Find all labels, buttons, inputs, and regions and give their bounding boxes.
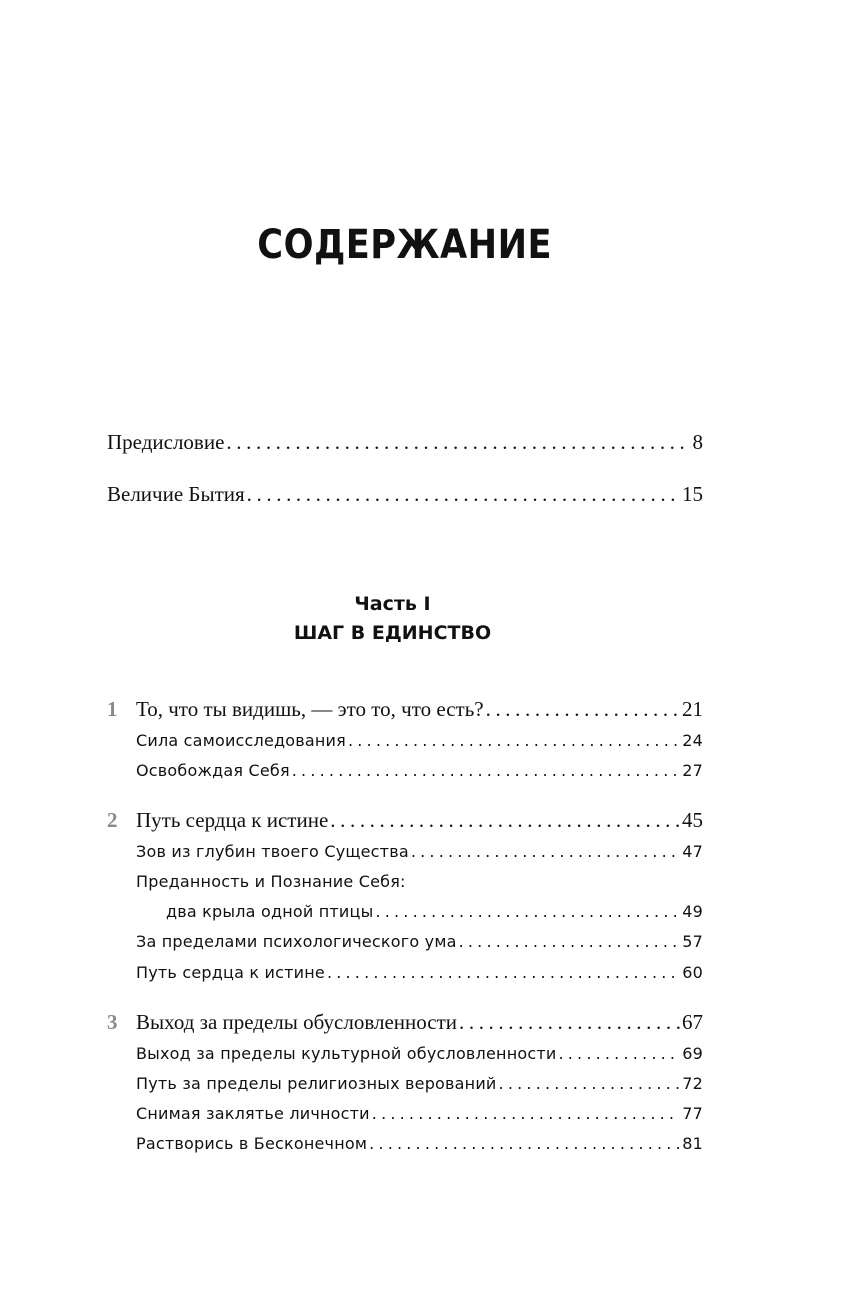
toc-entry-title: Путь за пределы религиозных верований (136, 1074, 497, 1093)
leader-dots (459, 932, 681, 951)
toc-section[interactable] (166, 902, 703, 921)
toc-entry-title: Освобождая Себя (136, 761, 290, 780)
toc-entry-title-continuation: два крыла одной птицы (166, 902, 374, 921)
leader-dots (327, 963, 680, 982)
leader-dots (348, 731, 680, 750)
leader-dots (292, 761, 680, 780)
leader-dots (486, 697, 680, 722)
leader-dots (372, 1104, 680, 1123)
toc-entry-page: 27 (682, 761, 703, 780)
toc-chapter-2[interactable] (136, 808, 703, 833)
leader-dots (247, 482, 680, 507)
toc-entry-title: Выход за пределы обусловленности (136, 1010, 457, 1034)
toc-entry-title: Путь сердца к истине (136, 808, 329, 832)
part-title: ШАГ В ЕДИНСТВО (293, 622, 492, 644)
toc-chapter-3[interactable] (136, 1010, 703, 1035)
toc-entry-page: 45 (682, 808, 703, 832)
leader-dots (499, 1074, 681, 1093)
toc-section[interactable] (136, 842, 703, 861)
toc-entry-page: 47 (682, 842, 703, 861)
toc-section[interactable] (136, 1074, 703, 1093)
toc-entry-preface[interactable] (107, 430, 703, 455)
toc-section[interactable] (136, 761, 703, 780)
toc-entry-page: 77 (682, 1104, 703, 1123)
chapter-number: 3 (107, 1010, 118, 1034)
toc-entry-title: Снимая заклятье личности (136, 1104, 370, 1123)
toc-section[interactable] (136, 932, 703, 951)
toc-entry-page: 69 (682, 1044, 703, 1063)
page-title: СОДЕРЖАНИЕ (257, 222, 552, 268)
toc-entry-title: Выход за пределы культурной обусловленности (136, 1044, 557, 1063)
toc-entry-page: 24 (682, 731, 703, 750)
toc-entry-title: Растворись в Бесконечном (136, 1134, 368, 1153)
leader-dots (558, 1044, 680, 1063)
toc-section[interactable] (136, 731, 703, 750)
toc-entry-page: 21 (682, 697, 703, 721)
toc-section[interactable] (136, 1134, 703, 1153)
toc-entry-page: 60 (682, 963, 703, 982)
toc-chapter-1[interactable] (136, 697, 703, 722)
toc-entry-page: 15 (682, 482, 703, 506)
toc-entry-page: 67 (682, 1010, 703, 1034)
chapter-number: 2 (107, 808, 118, 832)
leader-dots (369, 1134, 680, 1153)
toc-entry-title: Предисловие (107, 430, 225, 454)
toc-section[interactable] (136, 963, 703, 982)
toc-entry-title: Сила самоисследования (136, 731, 346, 750)
leader-dots (375, 902, 680, 921)
toc-entry-page: 81 (682, 1134, 703, 1153)
toc-entry-title: Величие Бытия (107, 482, 245, 506)
toc-entry-title: За пределами психологического ума (136, 932, 457, 951)
leader-dots (459, 1010, 680, 1035)
toc-entry-page: 72 (682, 1074, 703, 1093)
leader-dots (411, 842, 680, 861)
toc-entry-page: 8 (692, 430, 703, 454)
leader-dots (226, 430, 690, 455)
toc-entry-title: Путь сердца к истине (136, 963, 325, 982)
toc-entry-title: Зов из глубин твоего Существа (136, 842, 409, 861)
leader-dots (330, 808, 680, 833)
part-label: Часть I (354, 593, 431, 615)
toc-entry-greatness-of-being[interactable] (107, 482, 703, 507)
toc-section[interactable] (136, 1104, 703, 1123)
toc-entry-title: То, что ты видишь, — это то, что есть? (136, 697, 484, 721)
toc-entry-page: 49 (682, 902, 703, 921)
toc-entry-page: 57 (682, 932, 703, 951)
toc-section[interactable] (136, 1044, 703, 1063)
toc-section-title-line[interactable]: Преданность и Познание Себя: (136, 872, 406, 891)
chapter-number: 1 (107, 697, 118, 721)
